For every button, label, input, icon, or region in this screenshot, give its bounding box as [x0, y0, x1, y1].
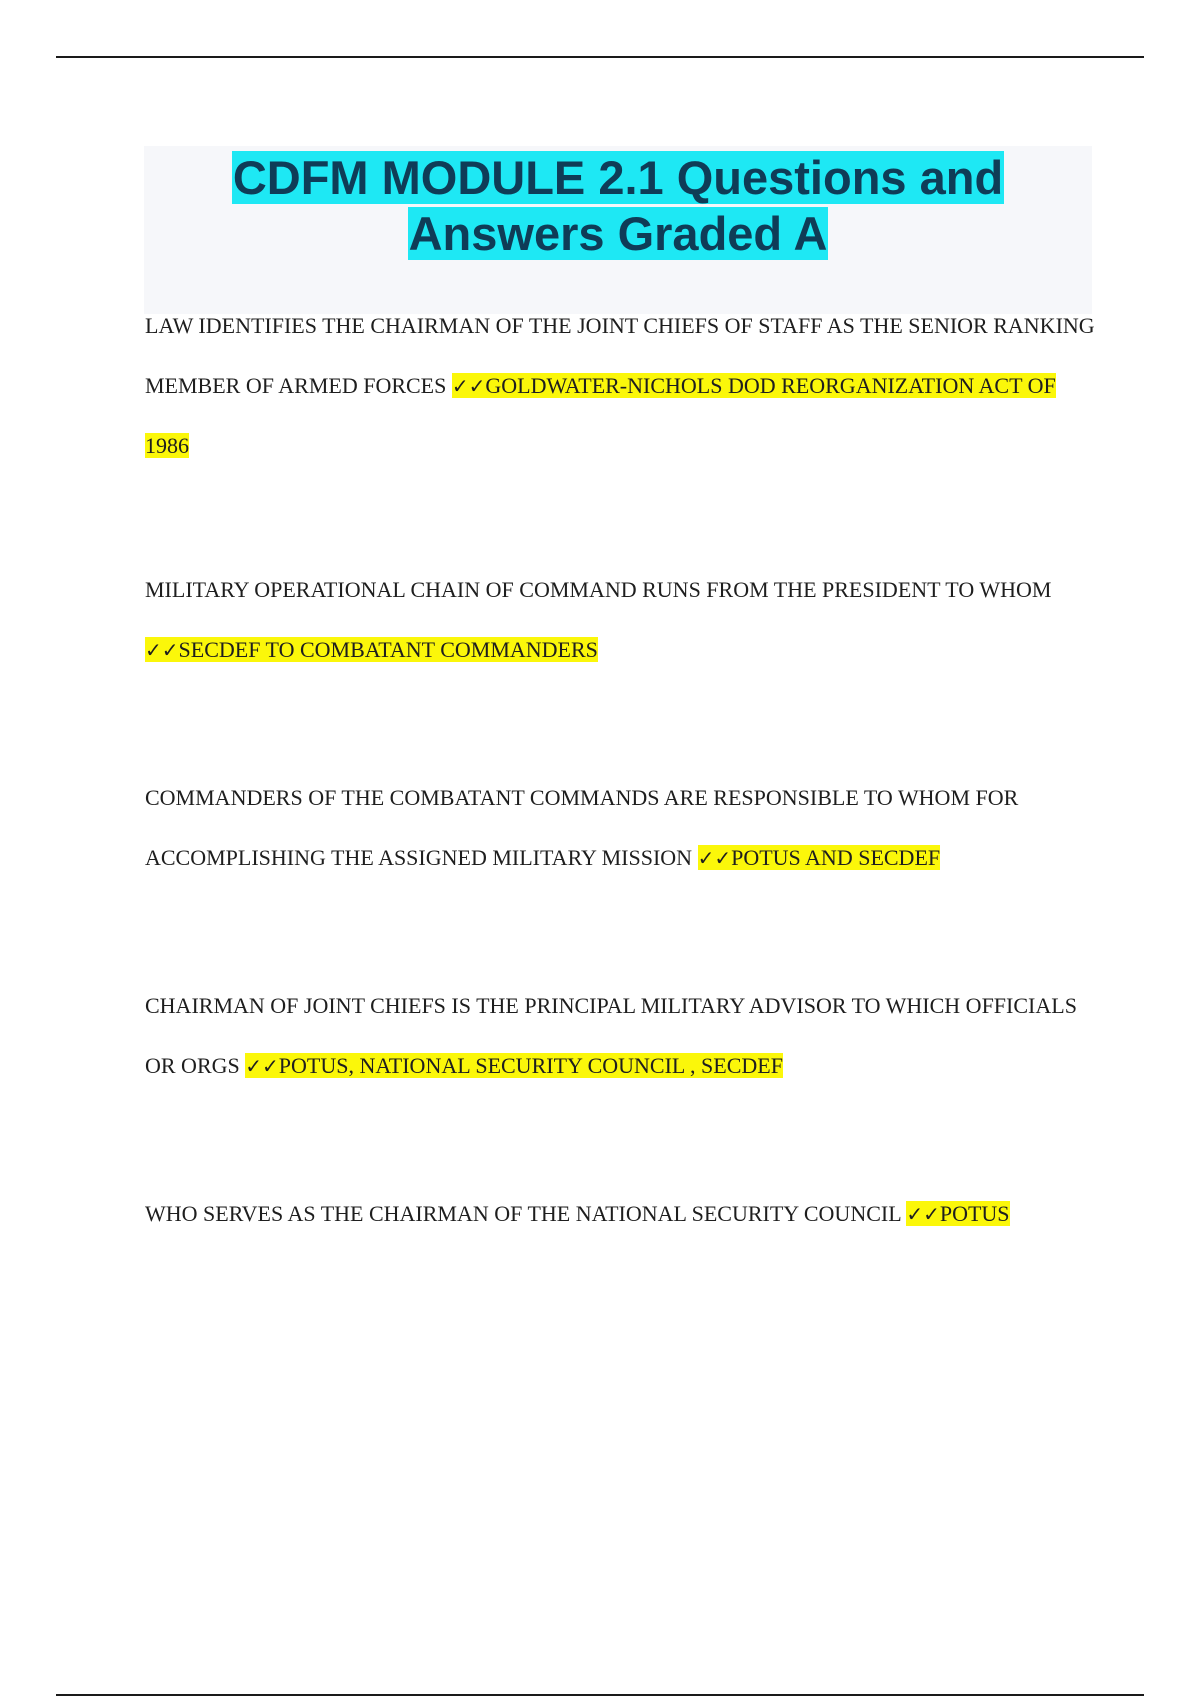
qa-item-3 — [145, 768, 1095, 888]
top-rule — [56, 56, 1144, 58]
answer-highlight — [906, 1201, 1009, 1226]
answer-highlight — [145, 637, 598, 662]
answer-highlight — [698, 845, 941, 870]
qa-item-4 — [145, 976, 1095, 1096]
double-check-icon: ✓✓ — [906, 1202, 940, 1226]
qa-item-1 — [145, 296, 1095, 476]
answer-text: SECDEF TO COMBATANT COMMANDERS — [178, 637, 598, 662]
answer-text: POTUS AND SECDEF — [731, 845, 941, 870]
question-text: LAW IDENTIFIES THE CHAIRMAN OF THE JOINT CHIEFS OF STAFF AS THE SENIOR RANKING MEMBER OF ARMED FORCES — [145, 313, 1095, 398]
qa-item-2 — [145, 560, 1095, 680]
answer-highlight — [245, 1053, 783, 1078]
qa-item-5 — [145, 1184, 1095, 1244]
question-text: WHO SERVES AS THE CHAIRMAN OF THE NATIONAL SECURITY COUNCIL — [145, 1201, 901, 1226]
double-check-icon: ✓✓ — [245, 1054, 279, 1078]
answer-text: POTUS, NATIONAL SECURITY COUNCIL , SECDEF — [278, 1053, 783, 1078]
answer-text: POTUS — [939, 1201, 1010, 1226]
document-title: CDFM MODULE 2.1 Questions and Answers Graded A — [232, 151, 1004, 260]
double-check-icon: ✓✓ — [451, 374, 486, 398]
question-text: CHAIRMAN OF JOINT CHIEFS IS THE PRINCIPAL MILITARY ADVISOR TO WHICH OFFICIALS OR ORGS — [145, 993, 1077, 1078]
title-block — [144, 146, 1092, 314]
double-check-icon: ✓✓ — [145, 638, 179, 662]
bottom-rule — [56, 1694, 1144, 1696]
answer-text: GOLDWATER-NICHOLS DOD REORGANIZATION ACT OF 1986 — [145, 373, 1056, 458]
double-check-icon: ✓✓ — [697, 846, 732, 870]
question-text: COMMANDERS OF THE COMBATANT COMMANDS ARE RESPONSIBLE TO WHOM FOR ACCOMPLISHING THE ASSIGNED MILITARY MISSION — [145, 785, 1019, 870]
question-text: MILITARY OPERATIONAL CHAIN OF COMMAND RUNS FROM THE PRESIDENT TO WHOM — [145, 577, 1052, 602]
